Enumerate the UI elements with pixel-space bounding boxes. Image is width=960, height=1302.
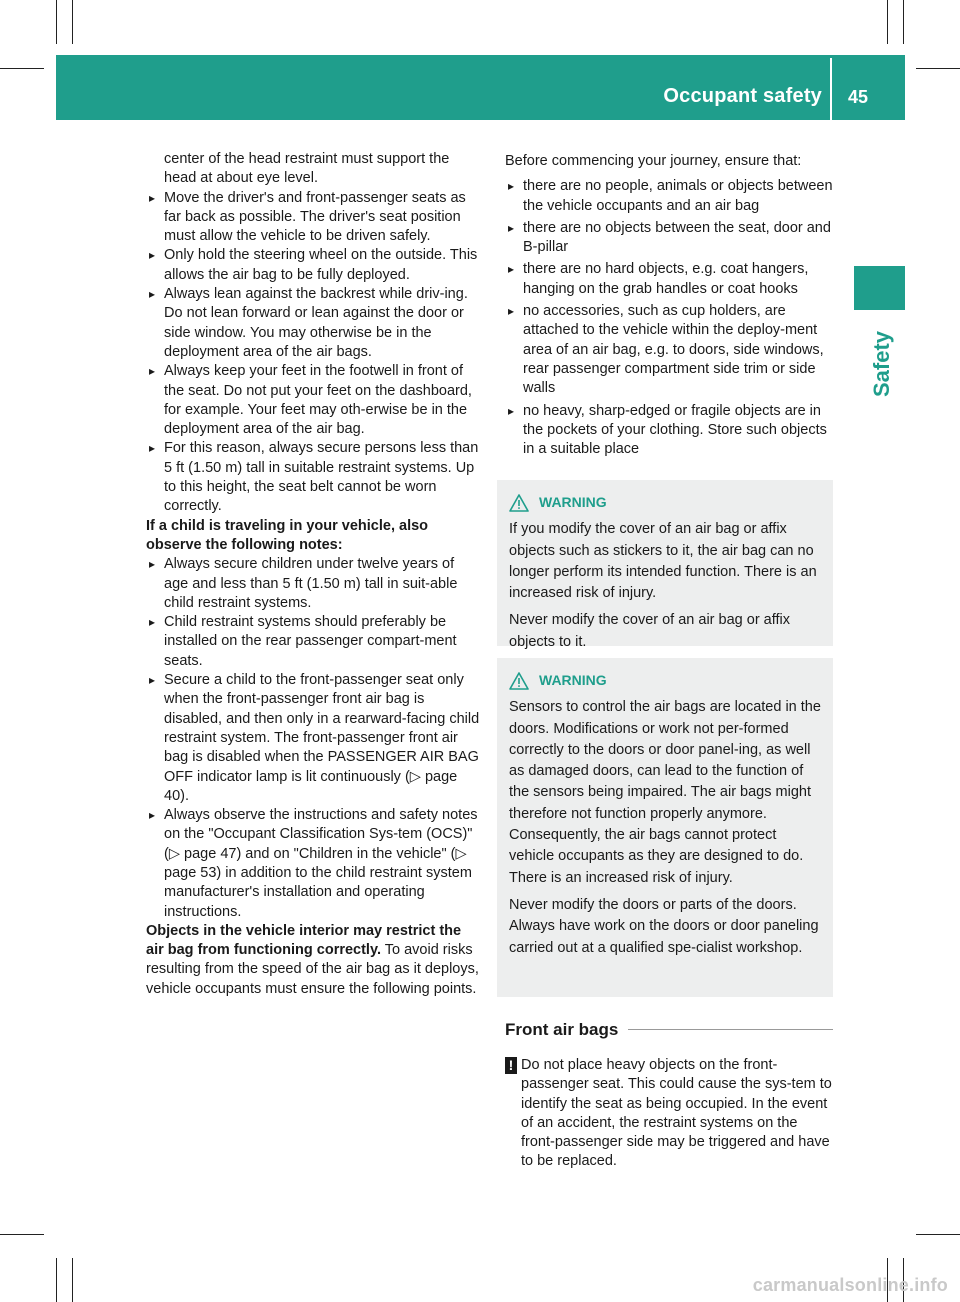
page-ref-link[interactable]: page 53) in addition to the child restraint system manufacturer's installation and operating instructions. — [164, 864, 472, 920]
list-item-text: Secure a child to the front-passenger seat only when the front-passenger front air bag is disabled, and then only in a rearward-facing child restraint system. The front-passenger front air bag is disabled when the PASSENGER AIR BAG OFF indicator lamp is lit continuously ( — [164, 672, 480, 785]
crop-mark — [72, 1258, 73, 1302]
warning-instruction: Never modify the doors or parts of the doors. Always have work on the doors or door paneling carried out at a qualified spe-cialist workshop. — [509, 896, 819, 956]
warning-text: Sensors to control the air bags are located in the doors. Modifications or work not per-formed correctly to the doors or door panel-ing, as well as damaged doors, can lead to the function of the sensors being impaired. The air bags might therefore not function properly anymore. Consequently, the air bags cannot protect vehicle occupants as they are designed to do. There is an increased risk of injury. — [509, 699, 821, 886]
crop-mark — [887, 0, 888, 44]
list-item: ▸ For this reason, always secure persons less than 5 ft (1.50 m) tall in suitable restraint systems. Up to this height, the seat belt cannot be worn correctly. — [146, 439, 480, 516]
crop-mark — [916, 68, 960, 69]
list-item — [146, 671, 480, 806]
left-column — [146, 150, 480, 999]
warning-header — [509, 492, 823, 513]
child-heading: If a child is traveling in your vehicle, also observe the following notes: — [146, 517, 429, 553]
page-ref-arrow-icon: ▷ — [409, 768, 421, 785]
list-item: ▸ Only hold the steering wheel on the outside. This allows the air bag to be fully deployed. — [146, 246, 480, 285]
crop-mark — [0, 68, 44, 69]
intro-continuation: center of the head restraint must support the head at about eye level. — [164, 151, 450, 187]
list-item: ▸ there are no people, animals or objects between the vehicle occupants and an air bag — [505, 177, 835, 216]
bullet-list-1 — [146, 189, 480, 517]
side-tab-marker — [854, 266, 905, 310]
crop-mark — [916, 1234, 960, 1235]
objects-heading: Objects in the vehicle interior may restrict the air bag from functioning correctly. — [146, 922, 462, 959]
warning-text: If you modify the cover of an air bag or affix objects such as stickers to it, the air bag can no longer perform its intended function. There is an increased risk of injury. — [509, 521, 817, 602]
list-item: ▸ Child restraint systems should preferably be installed on the rear passenger compart-ment seats. — [146, 613, 480, 671]
list-item: ▸ Always keep your feet in the footwell in front of the seat. Do not put your feet on the dashboard, for example. Your feet may oth-erwise be in the deployment area of the air bag. — [146, 362, 480, 439]
objects-text: To avoid risks resulting from the speed of the air bag as it deploys, vehicle occupants must ensure the following points. — [146, 942, 479, 997]
exclamation-icon: ! — [505, 1057, 517, 1074]
warning-label: WARNING — [539, 672, 607, 688]
crop-mark — [72, 0, 73, 44]
list-item: ▸ no accessories, such as cup holders, are attached to the vehicle within the deploy-ment area of an air bag, e.g. to doors, side windows, rear passenger compartment side trim or side walls — [505, 302, 835, 398]
journey-intro: Before commencing your journey, ensure that: — [505, 153, 802, 169]
crop-mark — [903, 0, 904, 44]
list-item: ▸ no heavy, sharp-edged or fragile objects are in the pockets of your clothing. Store such objects in a suitable place — [505, 402, 835, 460]
note-text: Do not place heavy objects on the front-passenger seat. This could cause the sys-tem to identify the seat as being occupied. In the event of an accident, the restraint systems on the front-passenger side may be triggered and have to be replaced. — [521, 1057, 832, 1170]
crop-mark — [56, 0, 57, 44]
warning-triangle-icon — [509, 494, 529, 512]
warning-triangle-icon — [509, 672, 529, 690]
crop-mark — [56, 1258, 57, 1302]
checklist — [505, 177, 835, 459]
page-number: 45 — [848, 87, 869, 107]
crop-mark — [0, 1234, 44, 1235]
watermark: carmanualsonline.info — [752, 1275, 948, 1295]
warning-label: WARNING — [539, 494, 607, 510]
page-ref-link[interactable]: page 47) and on "Children in the vehicle" ( — [184, 845, 456, 862]
list-item-text: Always observe the instructions and safety notes on the "Occupant Classification Sys-tem (OCS)" ( — [164, 807, 478, 862]
page-ref-link[interactable]: page 40). — [164, 768, 458, 804]
warning-instruction: Never modify the cover of an air bag or affix objects to it. — [509, 612, 791, 650]
right-column — [505, 152, 835, 459]
side-tab-label: Safety — [869, 330, 894, 398]
page-ref-arrow-icon: ▷ — [455, 845, 467, 862]
page-ref-arrow-icon: ▷ — [168, 845, 180, 862]
list-item: ▸ there are no objects between the seat, door and B-pillar — [505, 219, 835, 258]
bullet-list-2 — [146, 555, 480, 922]
list-item: ▸ Always lean against the backrest while driv-ing. Do not lean forward or lean against the door or side window. You may otherwise be in the deployment area of the air bags. — [146, 285, 480, 362]
warning-box — [497, 658, 833, 997]
list-item: ▸ Move the driver's and front-passenger seats as far back as possible. The driver's seat position must allow the vehicle to be driven safely. — [146, 189, 480, 247]
warning-header — [509, 670, 823, 691]
page-title: Occupant safety — [663, 85, 822, 107]
list-item — [146, 806, 480, 922]
list-item: ▸ there are no hard objects, e.g. coat hangers, hanging on the grab handles or coat hooks — [505, 260, 835, 299]
section-title: Front air bags — [505, 1020, 619, 1039]
objects-paragraph — [146, 922, 480, 999]
warning-box — [497, 480, 833, 650]
section-divider — [628, 1029, 833, 1030]
note-block — [505, 1056, 833, 1172]
header-separator — [830, 58, 832, 120]
list-item: ▸ Always secure children under twelve years of age and less than 5 ft (1.50 m) tall in suit-able child restraint systems. — [146, 555, 480, 613]
